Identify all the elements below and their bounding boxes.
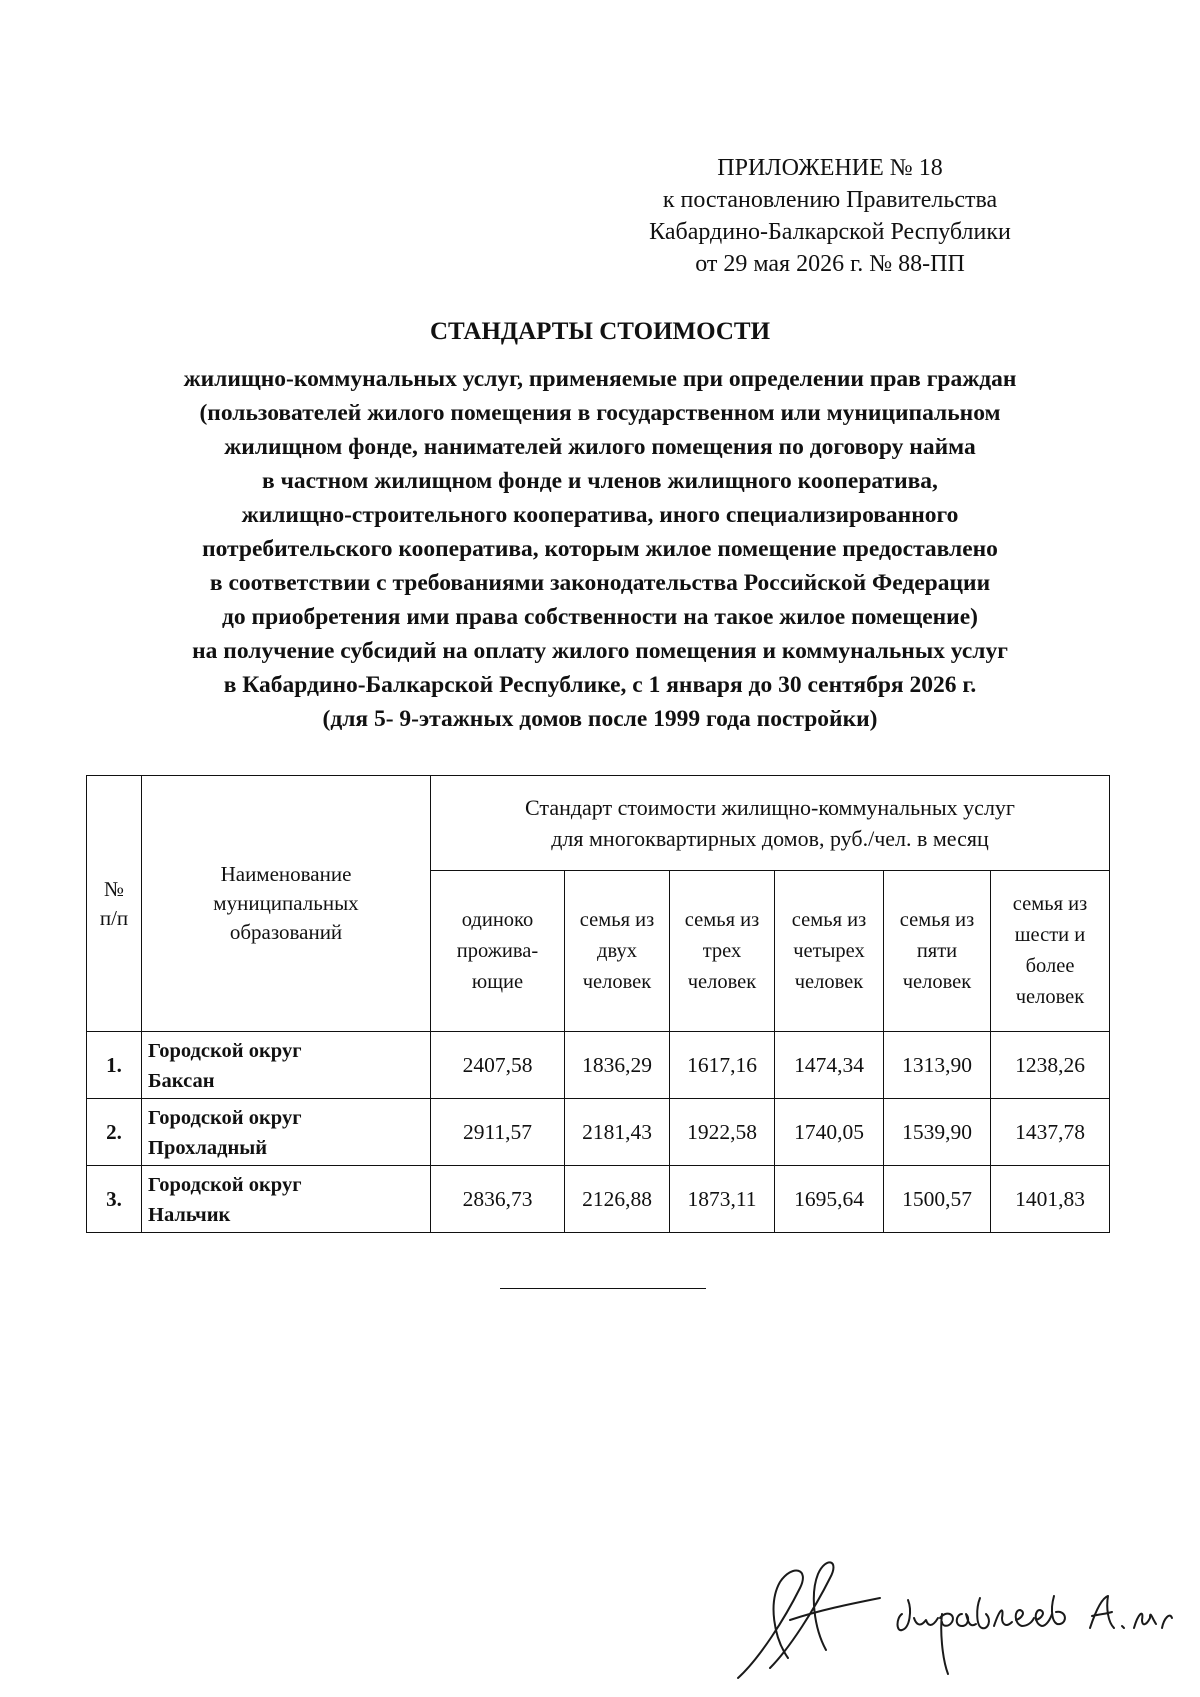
- subtitle-line: в Кабардино-Балкарской Республике, с 1 января до 30 сентября 2026 г.: [223, 672, 977, 698]
- value-cell: 2181,43: [565, 1099, 670, 1166]
- municipality-name: Городской округ Прохладный: [142, 1099, 431, 1166]
- value-cell: 1437,78: [991, 1099, 1110, 1166]
- subtitle-line: жилищном фонде, нанимателей жилого помещения по договору найма: [224, 434, 976, 460]
- table-row: [87, 1099, 1110, 1166]
- value-cell: 1740,05: [775, 1099, 884, 1166]
- handwritten-signature: [730, 1548, 1180, 1688]
- subtitle-line: до приобретения ими права собственности на такое жилое помещение): [222, 604, 978, 630]
- value-cell: 1539,90: [884, 1099, 991, 1166]
- subtitle-line: на получение субсидий на оплату жилого помещения и коммунальных услуг: [192, 638, 1008, 664]
- appendix-decree-ref: к постановлению Правительства: [662, 187, 998, 213]
- column-header-single: одиноко прожива- ющие: [431, 871, 565, 1032]
- row-number: 1.: [87, 1032, 142, 1099]
- appendix-republic: Кабардино-Балкарской Республики: [649, 219, 1011, 245]
- value-cell: 1836,29: [565, 1032, 670, 1099]
- column-header-number: № п/п: [87, 776, 142, 1032]
- column-header-municipality: Наименование муниципальных образований: [142, 776, 431, 1032]
- table-row: [87, 1032, 1110, 1099]
- column-header-family-4: семья из четырех человек: [775, 871, 884, 1032]
- municipality-name: Городской округ Баксан: [142, 1032, 431, 1099]
- subtitle-line: жилищно-строительного кооператива, иного специализированного: [241, 502, 959, 528]
- row-number: 3.: [87, 1166, 142, 1233]
- subtitle-line: (для 5- 9-этажных домов после 1999 года постройки): [322, 706, 878, 732]
- subtitle-line: в частном жилищном фонде и членов жилищного кооператива,: [262, 468, 938, 494]
- value-cell: 2911,57: [431, 1099, 565, 1166]
- document-subtitle: [60, 362, 1140, 736]
- value-cell: 1922,58: [670, 1099, 775, 1166]
- municipality-name: Городской округ Нальчик: [142, 1166, 431, 1233]
- subtitle-line: потребительского кооператива, которым жилое помещение предоставлено: [202, 536, 998, 562]
- subtitle-line: (пользователей жилого помещения в государственном или муниципальном: [199, 400, 1001, 426]
- row-number: 2.: [87, 1099, 142, 1166]
- appendix-block: [600, 152, 1060, 280]
- subtitle-line: жилищно-коммунальных услуг, применяемые при определении прав граждан: [183, 366, 1017, 392]
- value-cell: 1401,83: [991, 1166, 1110, 1233]
- column-header-family-6plus: семья из шести и более человек: [991, 871, 1110, 1032]
- end-divider: [500, 1288, 706, 1289]
- table-row: [87, 1166, 1110, 1233]
- appendix-date: от 29 мая 2026 г. № 88-ПП: [695, 251, 965, 277]
- value-cell: 1617,16: [670, 1032, 775, 1099]
- value-cell: 2407,58: [431, 1032, 565, 1099]
- subtitle-line: в соответствии с требованиями законодательства Российской Федерации: [209, 570, 991, 596]
- value-cell: 1238,26: [991, 1032, 1110, 1099]
- document-title: СТАНДАРТЫ СТОИМОСТИ: [429, 318, 771, 345]
- value-cell: 1474,34: [775, 1032, 884, 1099]
- value-cell: 1695,64: [775, 1166, 884, 1233]
- cost-standards-table: [86, 775, 1110, 1233]
- value-cell: 2836,73: [431, 1166, 565, 1233]
- value-cell: 1500,57: [884, 1166, 991, 1233]
- column-header-family-3: семья из трех человек: [670, 871, 775, 1032]
- column-header-family-5: семья из пяти человек: [884, 871, 991, 1032]
- column-header-family-2: семья из двух человек: [565, 871, 670, 1032]
- value-cell: 2126,88: [565, 1166, 670, 1233]
- appendix-number: ПРИЛОЖЕНИЕ № 18: [717, 155, 943, 181]
- column-header-standard: Стандарт стоимости жилищно-коммунальных услуг для многоквартирных домов, руб./чел. в месяц: [431, 776, 1110, 871]
- value-cell: 1873,11: [670, 1166, 775, 1233]
- value-cell: 1313,90: [884, 1032, 991, 1099]
